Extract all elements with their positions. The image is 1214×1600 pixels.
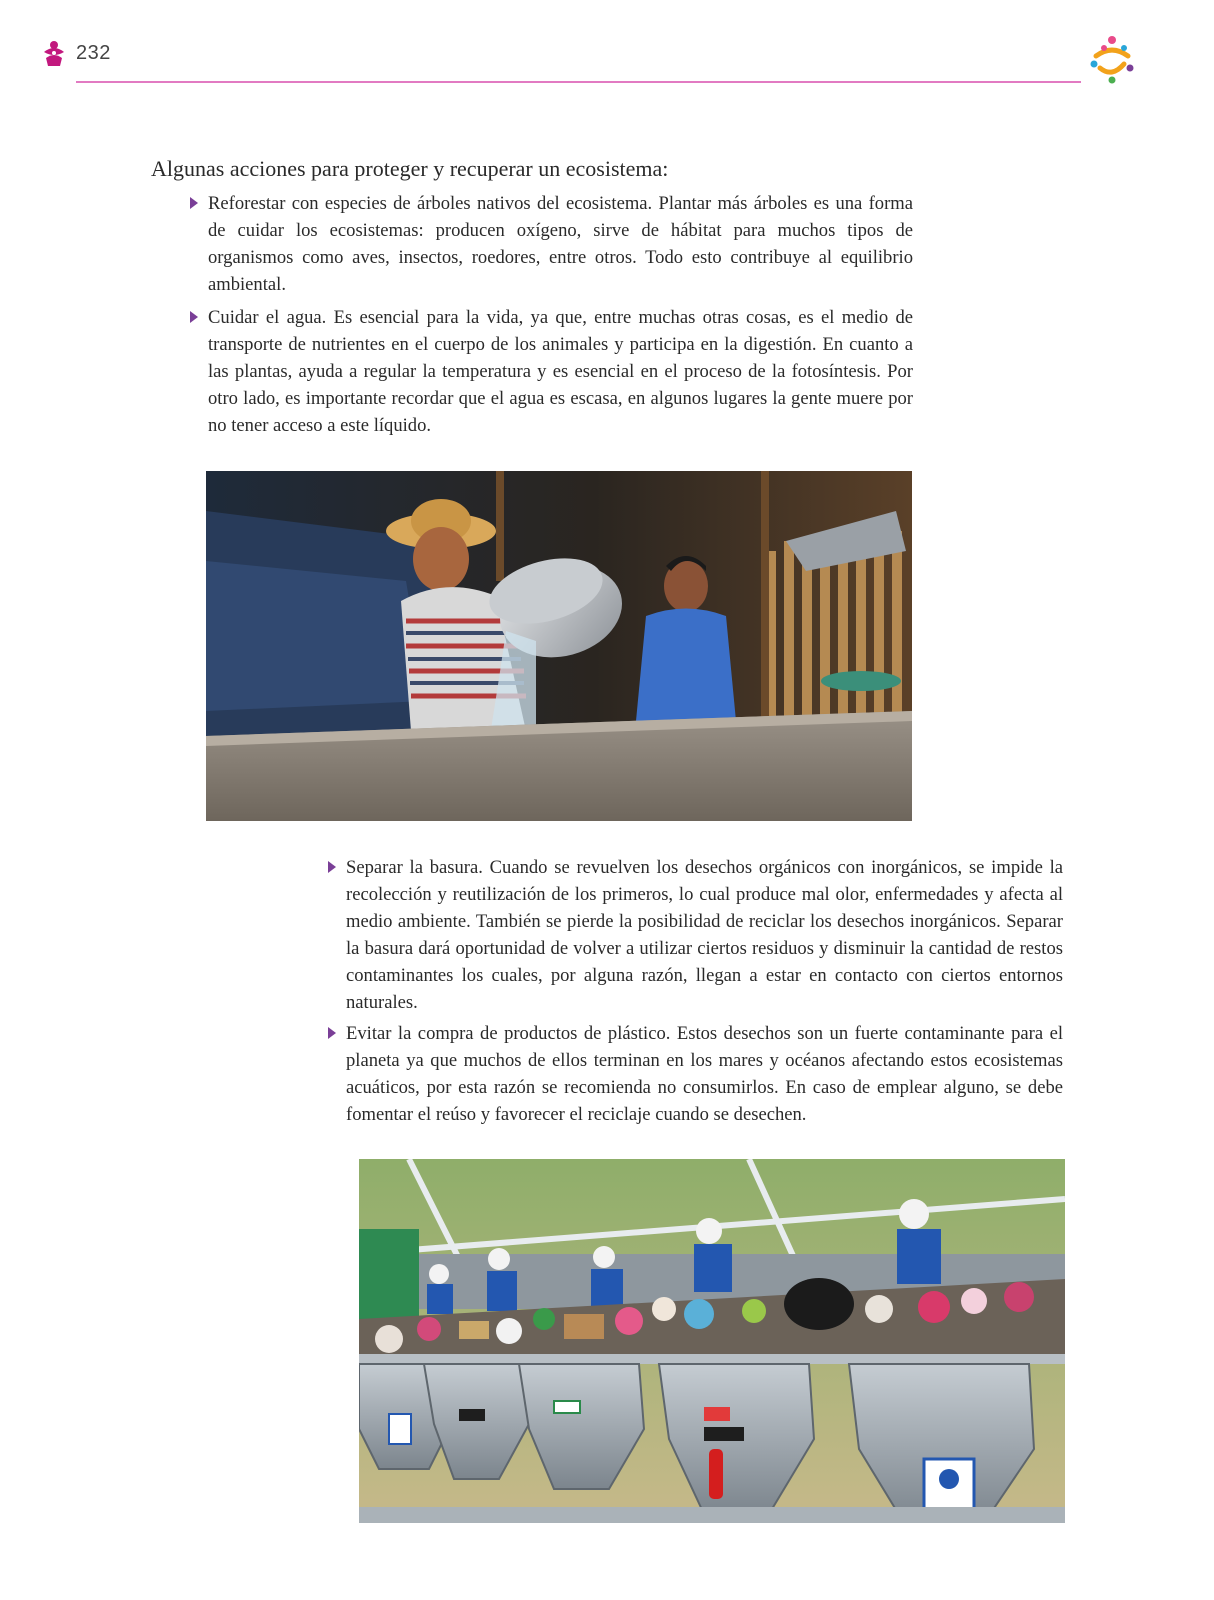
photo-water-tank (206, 471, 912, 821)
page-header (0, 0, 1214, 90)
photo-recycling-plant (359, 1159, 1065, 1523)
list-item (346, 854, 1063, 1016)
list-item (346, 1020, 1063, 1128)
list-item (208, 190, 913, 298)
textbook-logo-icon (1086, 34, 1138, 86)
list-item-text: Reforestar con especies de árboles nativos del ecosistema. Plantar más árboles es una forma de cuidar los ecosistemas: producen oxígeno, sirve de hábitat para muchos tipos de organismos como aves, insectos, roedores, entre otros. Todo esto contribuye al equilibrio ambiental. (208, 193, 913, 295)
triangle-bullet-icon (328, 1027, 336, 1039)
list-item-text: Evitar la compra de productos de plástico. Estos desechos son un fuerte contaminante para el planeta ya que muchos de ellos terminan en los mares y océanos afectando estos ecosistemas acuáticos, por esta razón se recomienda no consumirlos. En caso de emplear alguno, se debe fomentar el reúso y favorecer el reciclaje cuando se desechen. (346, 1023, 1063, 1125)
list-item (208, 304, 913, 439)
actions-list-bottom (346, 854, 1063, 1132)
header-rule (76, 81, 1081, 83)
ornament-icon (42, 40, 66, 68)
triangle-bullet-icon (190, 197, 198, 209)
triangle-bullet-icon (190, 311, 198, 323)
list-item-text: Cuidar el agua. Es esencial para la vida, ya que, entre muchas otras cosas, es el medio de transporte de nutrientes en el cuerpo de los animales y participa en la digestión. En cuanto a las plantas, ayuda a regular la temperatura y es esencial en el proceso de la fotosíntesis. Por otro lado, es importante recordar que el agua es escasa, en algunos lugares la gente muere por no tener acceso a este líquido. (208, 307, 913, 436)
section-heading: Algunas acciones para proteger y recuperar un ecosistema: (151, 156, 669, 181)
actions-list-top (208, 190, 913, 445)
page-number: 232 (76, 42, 111, 64)
list-item-text: Separar la basura. Cuando se revuelven los desechos orgánicos con inorgánicos, se impide la recolección y reutilización de los primeros, lo cual produce mal olor, enfermedades y afecta al medio ambiente. También se pierde la posibilidad de reciclar los desechos inorgánicos. Separar la basura dará oportunidad de volver a utilizar ciertos residuos y disminuir la cantidad de restos contaminantes los cuales, por alguna razón, llegan a estar en contacto con ciertos entornos naturales. (346, 857, 1063, 1013)
triangle-bullet-icon (328, 861, 336, 873)
